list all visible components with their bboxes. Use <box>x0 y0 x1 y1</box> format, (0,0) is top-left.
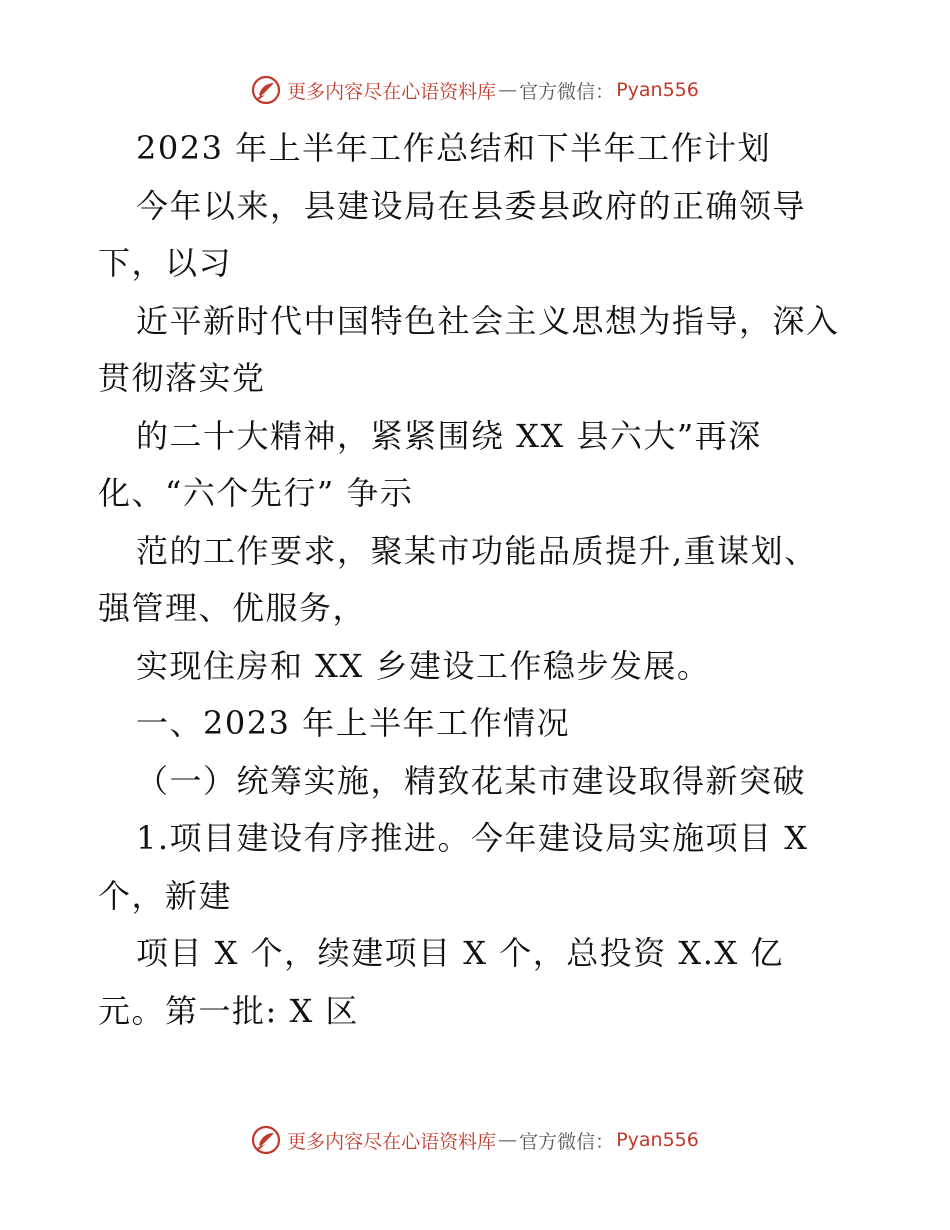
paragraph-line: 1.项目建设有序推进。今年建设局实施项目 X <box>136 819 809 857</box>
brand-logo-icon <box>251 75 281 105</box>
brand-logo-icon <box>251 1125 281 1155</box>
subsection-heading: （一）统筹实施，精致花某市建设取得新突破 <box>136 761 807 800</box>
paragraph-line: 下，以习 <box>98 244 233 282</box>
section-heading: 一、2023 年上半年工作情况 <box>136 704 571 742</box>
watermark-separator: — <box>498 1129 518 1151</box>
watermark-text: 更多内容尽在心语资料库 <box>287 80 497 103</box>
document-title: 2023 年上半年工作总结和下半年工作计划 <box>136 129 772 167</box>
watermark-wechat-id: Pyan556 <box>616 79 699 101</box>
header-watermark <box>0 70 950 110</box>
watermark-separator: — <box>498 79 518 101</box>
paragraph-line: 元。第一批: X 区 <box>98 991 359 1030</box>
paragraph-line: 贯彻落实党 <box>98 359 266 397</box>
paragraph-line: 范的工作要求，聚某市功能品质提升,重谋划、 <box>136 531 818 570</box>
watermark-official-label: 官方微信： <box>519 80 615 103</box>
paragraph-line: 强管理、优服务， <box>98 589 367 627</box>
footer-watermark <box>0 1120 950 1160</box>
paragraph-line: 实现住房和 XX 乡建设工作稳步发展。 <box>136 646 711 685</box>
paragraph-line: 今年以来，县建设局在县委县政府的正确领导 <box>136 186 807 225</box>
watermark-wechat-id: Pyan556 <box>616 1129 699 1151</box>
watermark-official-label: 官方微信： <box>519 1130 615 1153</box>
paragraph-line: 个，新建 <box>98 876 233 915</box>
paragraph-line: 项目 X 个，续建项目 X 个，总投资 X.X 亿 <box>136 934 784 972</box>
paragraph-line: 近平新时代中国特色社会主义思想为指导，深入 <box>136 301 840 340</box>
watermark-text: 更多内容尽在心语资料库 <box>287 1130 497 1153</box>
paragraph-line: 的二十大精神，紧紧围绕 XX 县六大”再深 <box>136 416 762 455</box>
paragraph-line: 化、“六个先行” 争示 <box>98 474 414 512</box>
document-body <box>98 120 858 1040</box>
